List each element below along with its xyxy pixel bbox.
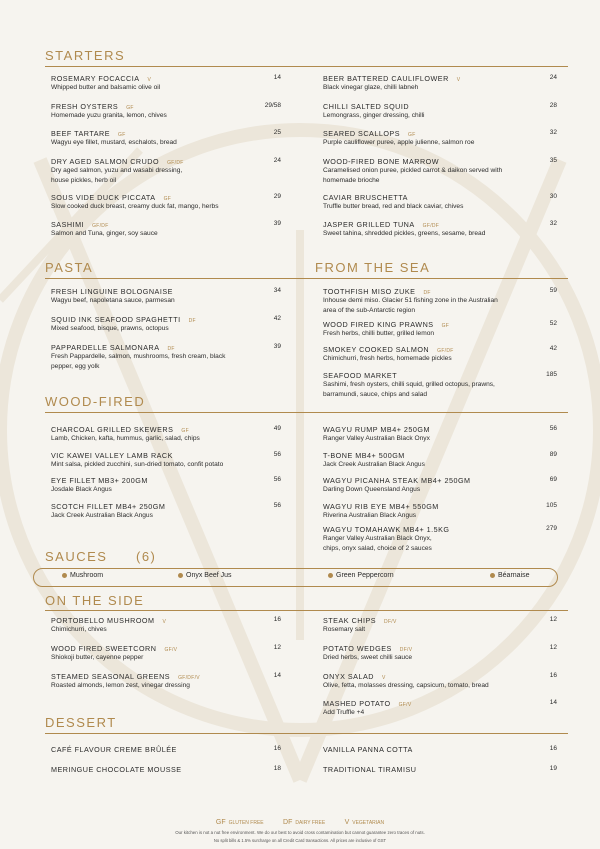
footer-allergen-note: Our kitchen is not a nut free environment. We do our best to avoid cross contamination but cannot guarantee zero traces of nuts. (175, 830, 425, 835)
section-title-pasta: PASTA (45, 260, 94, 275)
menu-item-description: Dried herbs, sweet chilli sauce (323, 654, 413, 661)
menu-item (323, 74, 557, 93)
menu-item (51, 129, 281, 148)
sauce-label: Green Peppercorn (336, 572, 394, 579)
menu-item-name: TRADITIONAL TIRAMISU (323, 765, 417, 774)
menu-item-description: Purple cauliflower puree, apple julienne, salmon roe (323, 139, 475, 146)
menu-item-description: area of the sub-Antarctic region (323, 306, 415, 314)
menu-item-description: Darling Down Queensland Angus (323, 486, 421, 493)
menu-item (323, 672, 557, 691)
menu-item-name: WAGYU PICANHA STEAK MB4+ 250GM (323, 476, 471, 485)
dietary-tag: DF/V (384, 619, 397, 625)
menu-item-description: Riverina Australian Black Angus (323, 512, 417, 519)
menu-item (323, 157, 557, 185)
menu-item-name: EYE FILLET MB3+ 200GM (51, 476, 148, 485)
dietary-tag: V (162, 619, 167, 625)
menu-item-price: 12 (549, 644, 557, 651)
dietary-tag: GF/DF (92, 223, 109, 229)
menu-item (323, 425, 557, 444)
bullet-dot-icon (328, 573, 333, 578)
menu-item (51, 193, 281, 212)
menu-item (323, 644, 557, 663)
menu-item-price: 34 (273, 287, 281, 294)
menu-item (51, 315, 281, 334)
menu-item (323, 102, 557, 121)
menu-item (323, 287, 557, 315)
menu-item-price: 42 (549, 345, 557, 352)
menu-item-description: Roasted almonds, lemon zest, vinegar dressing (51, 682, 190, 689)
divider (45, 66, 568, 67)
menu-item (51, 425, 281, 444)
menu-item-price: 19 (549, 765, 557, 772)
dietary-tag: GF (118, 132, 126, 138)
section-title-sauces: SAUCES (45, 549, 108, 564)
menu-item-price: 29/58 (264, 102, 281, 109)
dietary-tag: V (381, 675, 386, 681)
section-title-on-the-side: ON THE SIDE (45, 593, 145, 608)
menu-item-description: Sashimi, fresh oysters, chilli squid, grilled octopus, prawns, (323, 381, 495, 388)
legend-label: GLUTEN FREE (228, 820, 264, 826)
divider (45, 412, 568, 413)
menu-item-name: VANILLA PANNA COTTA (323, 745, 413, 754)
menu-item-price: 24 (549, 74, 557, 81)
menu-item-description: Dry aged salmon, yuzu and wasabi dressing, (51, 167, 183, 174)
menu-item-name: ONYX SALAD (323, 672, 374, 681)
menu-item-price: 16 (273, 745, 281, 752)
dietary-tag: GF/DF (422, 223, 440, 229)
dietary-tag: DF (188, 318, 196, 324)
sauces-count: (6) (136, 549, 157, 564)
legend-code: GF (215, 819, 226, 826)
menu-item-description: Black vinegar glaze, chilli labneh (323, 84, 419, 91)
menu-item-price: 25 (273, 129, 281, 136)
menu-item-price: 56 (273, 451, 281, 458)
menu-item (323, 525, 557, 553)
menu-item-description: Caramelised onion puree, pickled carrot & daikon served with (323, 167, 503, 174)
menu-item (51, 451, 281, 470)
section-title-starters: STARTERS (45, 48, 126, 63)
dietary-tag: GF (181, 428, 189, 434)
dietary-tag: GF (163, 196, 172, 202)
divider (45, 610, 568, 611)
menu-item-name: WOOD FIRED SWEETCORN (51, 644, 157, 653)
menu-item-name: DRY AGED SALMON CRUDO (51, 157, 160, 166)
dietary-tag: DF (167, 346, 175, 352)
menu-item-name: MERINGUE CHOCOLATE MOUSSE (51, 765, 182, 774)
menu-item-price: 16 (549, 672, 557, 679)
menu-item-description: Wagyu eye fillet, mustard, eschalots, bread (51, 139, 177, 146)
menu-item-name: WAGYU RUMP MB4+ 250GM (323, 425, 430, 434)
menu-item-description: Jack Creek Australian Black Angus (51, 512, 153, 519)
menu-item-description: Whipped butter and balsamic olive oil (51, 84, 161, 91)
menu-item-name: SOUS VIDE DUCK PICCATA (51, 193, 156, 202)
dietary-tag: DF/V (399, 647, 413, 653)
menu-item-name: BEEF TARTARE (51, 129, 110, 138)
menu-item-name: STEAMED SEASONAL GREENS (51, 672, 171, 681)
menu-item (51, 74, 281, 93)
menu-item-description: Rosemary salt (323, 626, 366, 633)
menu-item-name: PAPPARDELLE SALMONARA (51, 343, 160, 352)
dietary-tag: GF (441, 323, 450, 329)
menu-item-name: SQUID INK SEAFOOD SPAGHETTI (51, 315, 181, 324)
menu-item-description: Wagyu beef, napoletana sauce, parmesan (51, 297, 175, 304)
menu-item-description: house pickles, herb oil (51, 176, 117, 184)
dietary-tag: V (456, 77, 461, 83)
menu-item (323, 502, 557, 521)
menu-item-description: Fresh herbs, chilli butter, grilled lemon (323, 330, 435, 337)
menu-item-name: WOOD FIRED KING PRAWNS (323, 320, 434, 329)
menu-item-price: 16 (273, 616, 281, 623)
menu-item-description: barramundi, sauce, chips and salad (323, 390, 428, 398)
dietary-tag: GF (408, 132, 416, 138)
menu-item-price: 39 (273, 343, 281, 350)
menu-item (51, 343, 281, 371)
menu-item-description: chips, onyx salad, choice of 2 sauces (323, 544, 432, 552)
menu-item-description: Ranger Valley Australian Black Onyx (323, 435, 430, 442)
menu-item-price: 29 (273, 193, 281, 200)
menu-item-name: ROSEMARY FOCACCIA (51, 74, 140, 83)
sauce-label: Béarnaise (498, 572, 530, 579)
menu-item (51, 765, 281, 774)
menu-item-price: 32 (549, 220, 557, 227)
menu-item (323, 320, 557, 339)
menu-item-description: Olive, fetta, molasses dressing, capsicum, tomato, bread (323, 682, 489, 689)
menu-item (51, 220, 281, 239)
menu-item-name: WAGYU TOMAHAWK MB4+ 1.5KG (323, 525, 450, 534)
menu-item-description: Sweet tahina, shredded pickles, greens, sesame, bread (323, 230, 486, 237)
menu-item-price: 56 (273, 476, 281, 483)
menu-item-description: Josdale Black Angus (51, 486, 112, 493)
menu-item-name: FRESH LINGUINE BOLOGNAISE (51, 287, 173, 296)
sauce-label: Mushroom (70, 572, 104, 579)
menu-item (51, 476, 281, 495)
menu-item (51, 502, 281, 521)
bullet-dot-icon (62, 573, 67, 578)
menu-item-price: 16 (549, 745, 557, 752)
menu-item-description: Slow cooked duck breast, creamy duck fat, mango, herbs (51, 203, 219, 210)
menu-item-price: 89 (549, 451, 557, 458)
menu-item-price: 39 (273, 220, 281, 227)
menu-item-name: WAGYU RIB EYE MB4+ 550GM (323, 502, 439, 511)
bullet-dot-icon (490, 573, 495, 578)
menu-item-name: CAVIAR BRUSCHETTA (323, 193, 408, 202)
menu-item-price: 42 (273, 315, 281, 322)
dietary-legend (0, 819, 600, 826)
menu-item-price: 28 (549, 102, 557, 109)
sauces-box (33, 568, 558, 587)
divider (45, 278, 568, 279)
menu-item-price: 12 (549, 616, 557, 623)
menu-item-name: FRESH OYSTERS (51, 102, 119, 111)
menu-item-price: 56 (273, 502, 281, 509)
menu-item (51, 157, 281, 185)
menu-item-name: PORTOBELLO MUSHROOM (51, 616, 155, 625)
menu-item-price: 185 (546, 371, 557, 378)
menu-item-price: 14 (549, 699, 557, 706)
sauce-item (328, 572, 394, 579)
menu-item (51, 672, 281, 691)
menu-item-description: Ranger Valley Australian Black Onyx, (323, 535, 432, 542)
menu-item-description: Add Truffle +4 (323, 709, 365, 716)
menu-item-name: STEAK CHIPS (323, 616, 377, 625)
dietary-tag: V (147, 77, 152, 83)
menu-item-description: Chimichurri, chives (51, 626, 107, 633)
menu-item-price: 49 (273, 425, 281, 432)
menu-item-name: SEAFOOD MARKET (323, 371, 398, 380)
sauce-item (178, 572, 232, 579)
menu-item (323, 451, 557, 470)
menu-item-name: SCOTCH FILLET MB4+ 250GM (51, 502, 166, 511)
menu-item-price: 69 (549, 476, 557, 483)
menu-item-name: SASHIMI (51, 220, 85, 229)
menu-item-price: 12 (273, 644, 281, 651)
menu-item-name: SMOKEY COOKED SALMON (323, 345, 430, 354)
menu-item-description: Inhouse demi miso. Glacier 51 fishing zone in the Australian (323, 297, 498, 304)
menu-item-price: 30 (549, 193, 557, 200)
legend-code: V (344, 819, 350, 826)
sauce-item (490, 572, 530, 579)
menu-item-price: 14 (273, 672, 281, 679)
legend-label: VEGETARIAN (352, 820, 385, 826)
menu-item (323, 220, 557, 239)
menu-item-name: T-BONE MB4+ 500GM (323, 451, 405, 460)
menu-item-price: 32 (549, 129, 557, 136)
menu-item (51, 287, 281, 306)
dietary-tag: GF/DF/V (178, 675, 200, 681)
menu-item (323, 699, 557, 718)
menu-item-name: VIC KAWEI VALLEY LAMB RACK (51, 451, 173, 460)
menu-item-price: 24 (273, 157, 281, 164)
menu-item-price: 105 (546, 502, 557, 509)
menu-item (323, 616, 557, 635)
legend-code: DF (283, 819, 293, 826)
menu-item-price: 59 (549, 287, 557, 294)
menu-item (323, 765, 557, 774)
menu-item-description: Salmon and Tuna, ginger, soy sauce (51, 230, 158, 237)
menu-item (51, 616, 281, 635)
menu-item-price: 35 (549, 157, 557, 164)
divider (45, 733, 568, 734)
dietary-tag: GF/DF (167, 160, 184, 166)
menu-item-description: Fresh Pappardelle, salmon, mushrooms, fresh cream, black (51, 353, 226, 360)
menu-item-description: Homemade yuzu granita, lemon, chives (51, 112, 167, 119)
menu-item (323, 129, 557, 148)
section-title-from-the-sea: FROM THE SEA (315, 260, 431, 275)
menu-item-name: POTATO WEDGES (323, 644, 392, 653)
menu-item-description: pepper, egg yolk (51, 362, 100, 370)
sauce-label: Onyx Beef Jus (186, 572, 232, 579)
menu-item-description: Chimichurri, fresh herbs, homemade pickles (323, 355, 452, 362)
menu-item-description: Jack Creek Australian Black Angus (323, 461, 425, 468)
bullet-dot-icon (178, 573, 183, 578)
dietary-tag: GF/DF (437, 348, 454, 354)
menu-item-description: homemade brioche (323, 176, 380, 184)
dietary-tag: GF/V (398, 702, 412, 708)
legend-label: DAIRY FREE (295, 820, 326, 826)
dietary-tag: GF/V (164, 647, 178, 653)
menu-item-name: CAFÉ FLAVOUR CREME BRÛLÉE (51, 745, 177, 754)
section-title-dessert: DESSERT (45, 715, 117, 730)
section-title-wood-fired: WOOD-FIRED (45, 394, 146, 409)
footer-payment-note: No split bills & 1.5% surcharge on all Credit Card transactions. All prices are inclusive of GST (213, 838, 387, 843)
menu-item-name: CHILLI SALTED SQUID (323, 102, 410, 111)
menu-item-price: 14 (273, 74, 281, 81)
menu-item-name: MASHED POTATO (323, 699, 391, 708)
menu-item-name: CHARCOAL GRILLED SKEWERS (51, 425, 174, 434)
menu-item-price: 18 (273, 765, 281, 772)
dietary-tag: DF (423, 290, 431, 296)
menu-item-description: Lemongrass, ginger dressing, chilli (323, 112, 425, 119)
menu-item-name: TOOTHFISH MISO ZUKE (323, 287, 416, 296)
menu-item (323, 193, 557, 212)
menu-item-description: Truffle butter bread, red and black caviar, chives (323, 203, 464, 210)
menu-item-name: BEER BATTERED CAULIFLOWER (323, 74, 449, 83)
menu-item-name: WOOD-FIRED BONE MARROW (323, 157, 440, 166)
menu-item-price: 56 (549, 425, 557, 432)
menu-item (323, 371, 557, 399)
menu-item-name: JASPER GRILLED TUNA (323, 220, 415, 229)
menu-item-name: SEARED SCALLOPS (323, 129, 401, 138)
sauce-item (62, 572, 103, 579)
menu-item (323, 345, 557, 364)
menu-item (323, 745, 557, 754)
menu-item-price: 52 (549, 320, 557, 327)
dietary-tag: GF (126, 105, 134, 111)
menu-item (51, 644, 281, 663)
menu-item-price: 279 (546, 525, 557, 532)
menu-item (323, 476, 557, 495)
menu-item (51, 102, 281, 121)
menu-item-description: Mixed seafood, bisque, prawns, octopus (51, 325, 169, 332)
menu-item-description: Shiokoji butter, cayenne pepper (51, 654, 144, 661)
menu-item-description: Lamb, Chicken, kafta, hummus, garlic, salad, chips (51, 435, 200, 442)
menu-item-description: Mint salsa, pickled zucchini, sun-dried tomato, confit potato (51, 461, 224, 468)
menu-item (51, 745, 281, 754)
